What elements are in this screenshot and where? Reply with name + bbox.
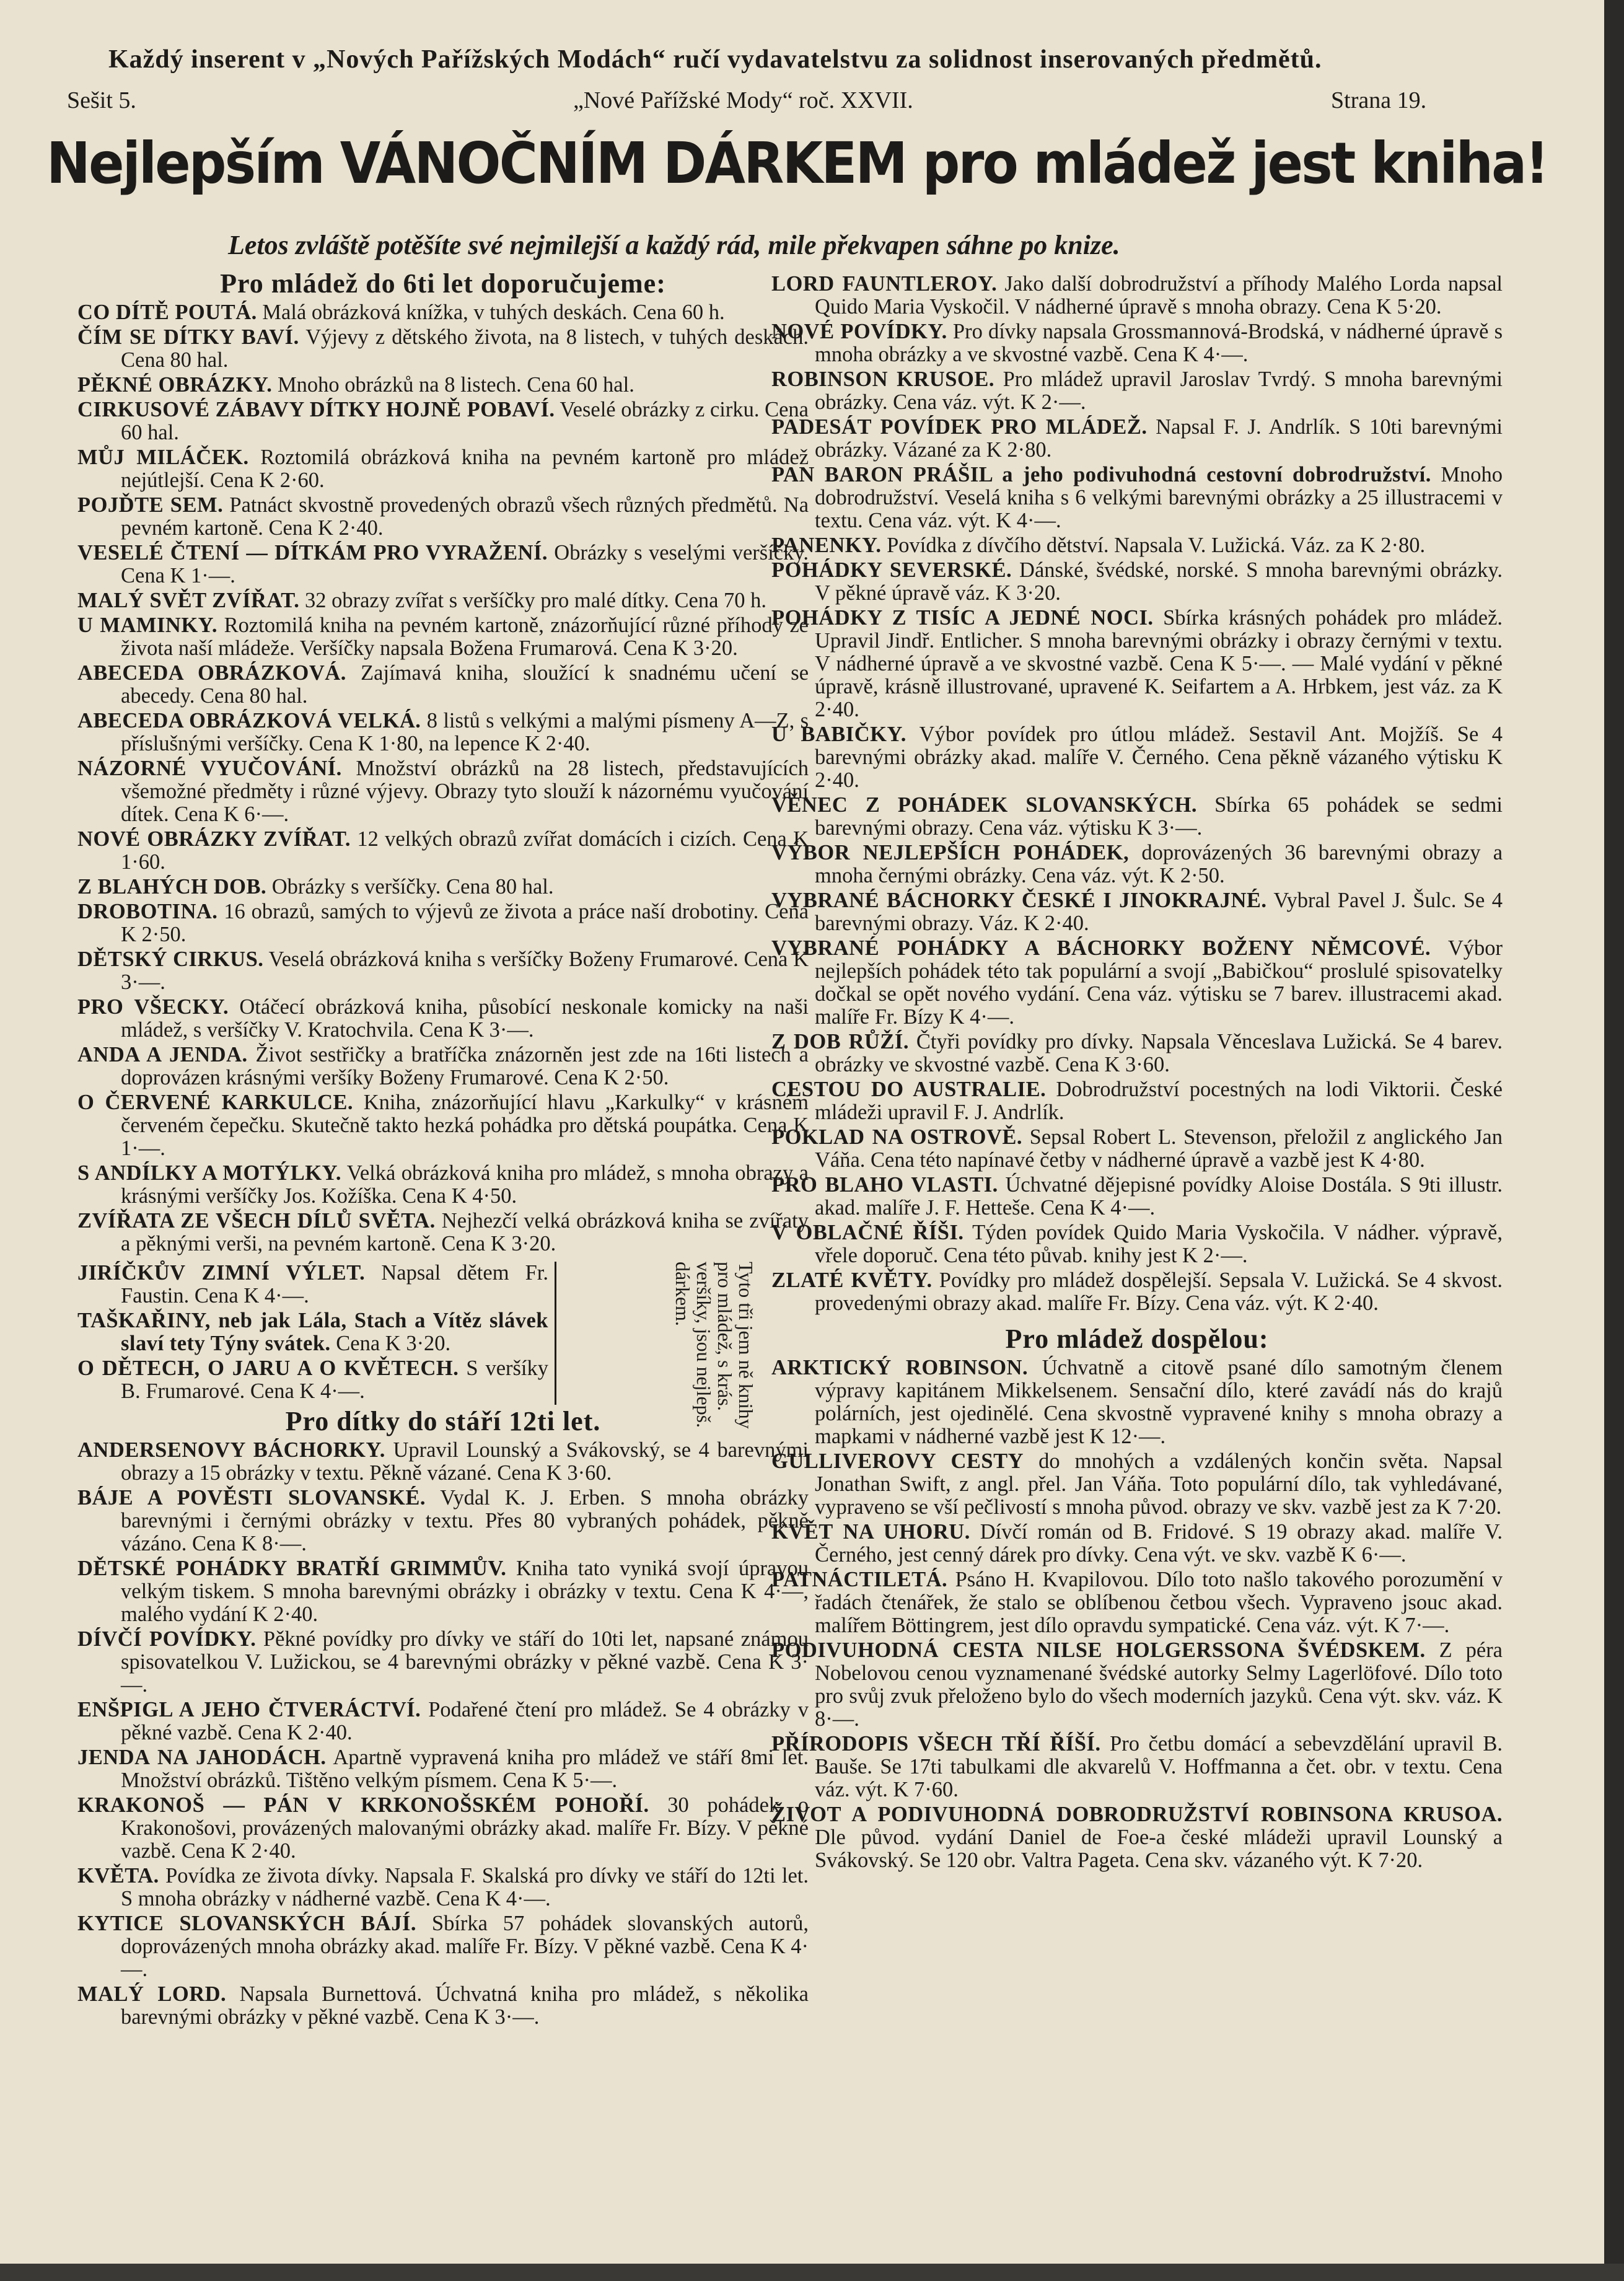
book-entry [771, 842, 1503, 887]
book-entry [771, 464, 1503, 532]
book-entry [771, 534, 1503, 557]
book-description: Povídky pro mládež dospělejší. Sepsala V. Lužická. Se 4 skvost. provedenými obrazy akad. malíře Fr. Bízy. Cena váz. výt. K 2·40. [815, 1268, 1503, 1315]
book-entry [77, 710, 809, 755]
bracket-note-text: Tyto tři jem ně knihy pro mládež, s krás. veršíky, jsou nejlepš. dárkem. [672, 1262, 757, 1429]
book-entry [77, 1557, 809, 1626]
issue-number: Sešit 5. [67, 87, 136, 113]
book-list-bracketed [77, 1262, 548, 1405]
book-description: doprovázených 36 barevnými obrazy a mnoha černými obrázky. Cena váz. výt. K 2·50. [815, 841, 1503, 887]
book-description: Napsal F. J. Andrlík. S 10ti barevnými obrázky. Vázané za K 2·80. [815, 415, 1503, 462]
book-entry [771, 1356, 1503, 1448]
book-description: 12 velkých obrazů zvířat domácích i cizích. Cena K 1·60. [121, 827, 809, 874]
book-description: Dánské, švédské, norské. S mnoha barevnými obrázky. V pěkné úpravě váz. K 3·20. [815, 558, 1503, 605]
book-title: CESTOU DO AUSTRALIE. [771, 1078, 1047, 1101]
book-entry [77, 542, 809, 587]
book-entry [77, 589, 809, 612]
book-entry [771, 320, 1503, 366]
book-title: NÁZORNÉ VYUČOVÁNÍ. [77, 757, 342, 780]
book-description: Úchvatné dějepisné povídky Aloise Dostála. S 9ti illustr. akad. malíře J. F. Hetteše. Cena K 4·—. [815, 1173, 1503, 1220]
book-title: MŮJ MILÁČEK. [77, 446, 249, 469]
book-entry [771, 1269, 1503, 1315]
book-description: Pro četbu domácí a sebevzdělání upravil B. Bauše. Se 17ti tabulkami dle akvarelů V. Hoffmanna a čet. obr. v textu. Cena váz. výt. K 7·60. [815, 1732, 1503, 1801]
book-description: Život sestřičky a bratříčka znázorněn jest zde na 16ti listech a doprovázen krásnými veršíky Boženy Frumarové. Cena K 2·50. [121, 1043, 809, 1089]
book-description: Apartně vypravená kniha pro mládež ve stáří 8mi let. Množství obrázků. Tištěno velkým písmem. Cena K 5·—. [121, 1746, 809, 1792]
book-entry [77, 1210, 809, 1255]
section-title-adult: Pro mládež dospělou: [1005, 1324, 1269, 1354]
book-entry [771, 607, 1503, 721]
book-description: Veselé obrázky z cirku. Cena 60 hal. [121, 398, 809, 444]
book-entry [77, 1309, 548, 1355]
book-entry [771, 937, 1503, 1029]
book-title: GULLIVEROVY CESTY [771, 1449, 1024, 1473]
section-title-under12: Pro dítky do stáří 12ti let. [285, 1406, 601, 1436]
book-title: U BABIČKY. [771, 723, 906, 746]
book-title: CO DÍTĚ POUTÁ. [77, 301, 257, 324]
subheadline: Letos zvláště potěšíte své nejmilejší a každý rád, mile překvapen sáhne po knize. [228, 230, 1120, 260]
section-title-under6: Pro mládež do 6ti let doporučujeme: [220, 268, 666, 299]
book-description: Z péra Nobelovou cenou vyznamenané švédské autorky Selmy Lagerlöfové. Dílo toto pro svůj zvuk přeloženo bylo do všech moderních jazyků. Cena výt. skv. váz. K 8·—. [815, 1638, 1503, 1731]
book-entry [77, 1162, 809, 1208]
book-description: S veršíky B. Frumarové. Cena K 4·—. [121, 1356, 549, 1403]
book-list-under6 [77, 301, 809, 1255]
book-entry [771, 1126, 1503, 1172]
book-description: Roztomilá kniha na pevném kartoně, znázorňující různé příhody ze života naší mládeže. Veršíčky napsala Božena Frumarová. Cena K 3·20. [121, 613, 809, 660]
book-description: Upravil Lounský a Svákovský, se 4 barevnými obrazy a 15 obrázky v textu. Pěkně vázané. Cena K 3·60. [121, 1438, 809, 1485]
book-entry [771, 1450, 1503, 1519]
book-description: Sbírka 65 pohádek se sedmi barevnými obrazy. Cena váz. výtisku K 3·—. [815, 793, 1503, 840]
book-title: CIRKUSOVÉ ZÁBAVY DÍTKY HOJNĚ POBAVÍ. [77, 398, 555, 421]
book-entry [77, 1628, 809, 1697]
book-entry [771, 1568, 1503, 1637]
book-description: Podařené čtení pro mládež. Se 4 obrázky v pěkné vazbě. Cena K 2·40. [121, 1698, 809, 1744]
book-entry [77, 446, 809, 492]
book-entry [771, 1803, 1503, 1872]
book-entry [771, 416, 1503, 462]
book-title: PATNÁCTILETÁ. [771, 1568, 948, 1591]
book-description: Sbírka 57 pohádek slovanských autorů, doprovázených mnoha obrázky akad. malíře Fr. Bízy. V pěkné vazbě. Cena K 4·—. [121, 1912, 809, 1981]
book-entry [77, 876, 809, 899]
book-title: DĚTSKÉ POHÁDKY BRATŘÍ GRIMMŮV. [77, 1557, 507, 1580]
book-description: Výjevy z dětského života, na 8 listech, v tuhých deskách. Cena 80 hal. [121, 325, 809, 372]
book-title: PRO VŠECKY. [77, 995, 229, 1019]
book-title: ENŠPIGL A JEHO ČTVERÁCTVÍ. [77, 1698, 421, 1721]
book-entry [77, 1091, 809, 1160]
book-entry [771, 273, 1503, 319]
book-title: VĚNEC Z POHÁDEK SLOVANSKÝCH. [771, 793, 1198, 817]
book-title: LORD FAUNTLEROY. [771, 272, 998, 296]
book-description: Vydal K. J. Erben. S mnoha obrázky barevnými i černými obrázky v textu. Přes 80 vybraných pohádek, pěkně vázáno. Cena K 8·—. [121, 1486, 809, 1555]
book-entry [77, 614, 809, 660]
advertiser-notice: Každý inserent v „Nových Pařížských Modách“ ručí vydavatelstvu za solidnost inserovaných předmětů. [108, 45, 1322, 74]
book-description: Sepsal Robert L. Stevenson, přeložil z anglického Jan Váňa. Cena této napínavé četby v nádherné úpravě a vazbě jest K 4·80. [815, 1125, 1503, 1172]
book-title: PANENKY. [771, 534, 882, 557]
book-entry [771, 794, 1503, 840]
book-title: PADESÁT POVÍDEK PRO MLÁDEŽ. [771, 415, 1148, 439]
book-description: Dobrodružství pocestných na lodi Viktorii. České mládeži upravil F. J. Andrlík. [815, 1078, 1503, 1124]
book-entry [77, 828, 809, 874]
book-entry [771, 559, 1503, 605]
book-title: KYTICE SLOVANSKÝCH BÁJÍ. [77, 1912, 417, 1935]
journal-title: „Nové Pařížské Mody“ roč. XXVII. [573, 87, 913, 113]
book-title: DROBOTINA. [77, 900, 218, 923]
book-description: Roztomilá obrázková kniha na pevném kartoně pro mládež nejútlejší. Cena K 2·60. [121, 446, 809, 492]
book-entry [77, 374, 809, 397]
book-title: ZLATÉ KVĚTY. [771, 1268, 933, 1292]
left-column [77, 270, 809, 2031]
book-entry [77, 1746, 809, 1792]
book-list-under12 [77, 1439, 809, 2029]
book-title: MALÝ SVĚT ZVÍŘAT. [77, 589, 300, 612]
book-title: ANDA A JENDA. [77, 1043, 248, 1066]
book-description: 16 obrazů, samých to výjevů ze života a práce naší drobotiny. Cena K 2·50. [121, 900, 809, 946]
book-description: Úchvatně a citově psané dílo samotným členem výpravy kapitánem Mikkelsenem. Sensační dílo, které zavádí nás do krajů polárních, jest ojedinělé. Cena skvostně vypravené knihy s mnoha obrazy a mapkami v nádherné vazbě jest K 12·—. [815, 1356, 1503, 1448]
book-description: 30 pohádek o Krakonošovi, provázených malovanými obrázky akad. malíře Fr. Bízy. V pěkné vazbě. Cena K 2·40. [121, 1793, 809, 1863]
book-description: Dle původ. vydání Daniel de Foe-a české mládeži upravil Lounský a Svákovský. Se 120 obr. Valtra Pageta. Cena skv. vázaného výt. K 7·20. [815, 1826, 1503, 1872]
book-entry [77, 1357, 548, 1403]
book-entry [77, 1699, 809, 1744]
book-title: ŽIVOT A PODIVUHODNÁ DOBRODRUŽSTVÍ ROBINSONA KRUSOA. [771, 1803, 1503, 1826]
book-title: DÍVČÍ POVÍDKY. [77, 1627, 257, 1651]
book-title: PĚKNÉ OBRÁZKY. [77, 373, 273, 397]
book-title: Z BLAHÝCH DOB. [77, 875, 267, 899]
book-description: Pro mládež upravil Jaroslav Tvrdý. S mnoha barevnými obrázky. Cena váz. výt. K 2·—. [815, 367, 1503, 414]
book-description: Obrázky s veselými veršíčky. Cena K 1·—. [121, 541, 809, 587]
book-description: Zajímavá kniha, sloužící k snadnému učení se abecedy. Cena 80 hal. [121, 661, 809, 708]
book-description: 32 obrazy zvířat s veršíčky pro malé dítky. Cena 70 h. [304, 589, 767, 612]
book-entry [77, 494, 809, 540]
book-entry [771, 1521, 1503, 1567]
book-description: Otáčecí obrázková kniha, působící neskonale komicky na naši mládež, s veršíčky V. Kratochvila. Cena K 3·—. [121, 995, 809, 1042]
book-description: Mnoho obrázků na 8 listech. Cena 60 hal. [278, 373, 634, 397]
book-entry [77, 662, 809, 708]
book-title: NOVÉ POVÍDKY. [771, 320, 947, 343]
book-description: do mnohých a vzdálených končin světa. Napsal Jonathan Swift, z angl. přel. Jan Váňa. Toto populární dílo, tak vyhledávané, vypraveno se vší pečlivostí s mnoha původ. obrazy ve skv. vazbě jest za K 7·20. [815, 1449, 1503, 1519]
book-entry [77, 996, 809, 1042]
book-entry [77, 398, 809, 444]
book-title: POKLAD NA OSTROVĚ. [771, 1125, 1023, 1149]
book-title: POHÁDKY SEVERSKÉ. [771, 558, 1012, 582]
book-title: NOVÉ OBRÁZKY ZVÍŘAT. [77, 827, 351, 851]
page-edge-shadow [1604, 0, 1624, 2281]
book-title: VYBRANÉ POHÁDKY A BÁCHORKY BOŽENY NĚMCOVÉ. [771, 936, 1431, 960]
book-description: Množství obrázků na 28 listech, představujících všemožné předměty i různé výjevy. Obrazy tyto slouží k názornému vyučování dítek. Cena K 6·—. [121, 757, 809, 826]
book-entry [77, 900, 809, 946]
book-description: Výbor povídek pro útlou mládež. Sestavil Ant. Mojžíš. Se 4 barevnými obrázky akad. malíře V. Černého. Cena pěkně vázaného výtisku K 2·40. [815, 723, 1503, 792]
book-entry [77, 1044, 809, 1089]
book-description: Napsala Burnettová. Úchvatná kniha pro mládež, s několika barevnými obrázky v pěkné vazbě. Cena K 3·—. [121, 1982, 809, 2029]
book-title: VYBRANÉ BÁCHORKY ČESKÉ I JINOKRAJNÉ. [771, 889, 1267, 912]
right-column [771, 273, 1503, 1874]
book-description: Pro dívky napsala Grossmannová-Brodská, v nádherné úpravě s mnoha obrázky a ve skvostné vazbě. Cena K 4·—. [815, 320, 1503, 366]
book-entry [771, 1078, 1503, 1124]
book-title: BÁJE A POVĚSTI SLOVANSKÉ. [77, 1486, 426, 1510]
book-title: ABECEDA OBRÁZKOVÁ VELKÁ. [77, 709, 421, 732]
book-description: Povídka ze života dívky. Napsala F. Skalská pro dívky ve stáří do 12ti let. S mnoha obrázky v nádherné vazbě. Cena K 4·—. [121, 1864, 809, 1910]
book-title: S ANDÍLKY A MOTÝLKY. [77, 1161, 341, 1185]
book-description: Velká obrázková kniha pro mládež, s mnoha obrazy a krásnými veršíčky Jos. Kožíška. Cena K 4·50. [121, 1161, 809, 1208]
book-title: ABECEDA OBRÁZKOVÁ. [77, 661, 346, 685]
bracket-line [555, 1262, 560, 1405]
book-title: O DĚTECH, O JARU A O KVĚTECH. [77, 1356, 459, 1380]
book-entry [77, 1794, 809, 1863]
book-description: Obrázky s veršíčky. Cena 80 hal. [271, 875, 554, 899]
book-description: Kniha, znázorňující hlavu „Karkulky“ v krásném červeném čepečku. Skutečně takto hezká pohádka pro dětská poupátka. Cena K 1·—. [121, 1091, 809, 1160]
book-entry [771, 1031, 1503, 1076]
book-description: Cena K 3·20. [336, 1332, 451, 1355]
book-entry [77, 1487, 809, 1555]
bracket-note [574, 1262, 757, 1429]
book-entry [771, 889, 1503, 935]
book-title: JENDA NA JAHODÁCH. [77, 1746, 327, 1769]
book-entry [771, 1733, 1503, 1801]
book-title: KVĚTA. [77, 1864, 159, 1888]
book-title: KRAKONOŠ — PÁN V KRKONOŠSKÉM POHOŘÍ. [77, 1793, 649, 1817]
book-entry [77, 757, 809, 826]
book-description: 8 listů s velkými a malými písmeny A—Z, s příslušnými veršíčky. Cena K 1·80, na lepence K 2·40. [121, 709, 809, 755]
book-title: PODIVUHODNÁ CESTA NILSE HOLGERSSONA ŠVÉDSKEM. [771, 1638, 1426, 1662]
book-list-under12-continued [771, 273, 1503, 1315]
page-bottom-shadow [0, 2264, 1624, 2281]
book-description: Povídka z dívčího dětství. Napsala V. Lužická. Váz. za K 2·80. [887, 534, 1426, 557]
book-title: PRO BLAHO VLASTI. [771, 1173, 998, 1197]
book-description: Sbírka krásných pohádek pro mládež. Upravil Jindř. Entlicher. S mnoha barevnými obrázky i obrazy černými v textu. V nádherné úpravě a ve skvostné vazbě. Cena K 5·—. — Malé vydání v pěkné úpravě, krásně illustrované, upravené K. Seifartem a A. Hrbkem, jest váz. za K 2·40. [815, 606, 1503, 721]
book-title: TAŠKAŘINY, neb jak Lála, Stach a Vítěz slávek slaví tety Týny svátek. [77, 1309, 548, 1355]
book-description: Psáno H. Kvapilovou. Dílo toto našlo takového porozumění v řadách čtenářek, že stalo se oblíbenou četbou všech. Vypraveno jsouc akad. malířem Böttingrem, jest dílo opravdu sympatické. Cena váz. výt. K 7·—. [815, 1568, 1503, 1637]
book-title: PŘÍRODOPIS VŠECH TŘÍ ŘÍŠÍ. [771, 1732, 1101, 1756]
book-title: VÝBOR NEJLEPŠÍCH POHÁDEK, [771, 841, 1130, 864]
book-description: Kniha tato vyniká svojí úpravou velkým tiskem. S mnoha barevnými obrázky i obrázky v textu. Cena K 4·—, malého vydání K 2·40. [121, 1557, 809, 1626]
book-title: O ČERVENÉ KARKULCE. [77, 1091, 354, 1114]
book-description: Výbor nejlepších pohádek této tak populární a svojí „Babičkou“ proslulé spisovatelky dočkal se opět nového vydání. Cena váz. výtisku se 7 barev. illustracemi akad. malíře Fr. Bízy K 4·—. [815, 936, 1503, 1029]
book-title: KVĚT NA UHORU. [771, 1520, 970, 1544]
book-title: PAN BARON PRÁŠIL a jeho podivuhodná cestovní dobrodružství. [771, 463, 1431, 486]
book-title: ANDERSENOVY BÁCHORKY. [77, 1438, 385, 1462]
book-title: POJĎTE SEM. [77, 493, 224, 517]
book-description: Jako další dobrodružství a příhody Malého Lorda napsal Quido Maria Vyskočil. V nádherné úpravě s mnoha obrazy. Cena K 5·20. [815, 272, 1503, 319]
book-entry [77, 1262, 548, 1308]
book-title: DĚTSKÝ CIRKUS. [77, 947, 264, 971]
book-entry [771, 1639, 1503, 1731]
book-entry [771, 1174, 1503, 1220]
book-description: Dívčí román od B. Fridové. S 19 obrazy akad. malíře V. Černého, jest cenný dárek pro dívky. Cena výt. ve skv. vazbě K 6·—. [815, 1520, 1503, 1567]
page-number: Strana 19. [1331, 87, 1427, 113]
book-list-adult [771, 1356, 1503, 1872]
book-title: JIRÍČKŮV ZIMNÍ VÝLET. [77, 1261, 366, 1285]
book-entry [77, 1865, 809, 1910]
book-title: ČÍM SE DÍTKY BAVÍ. [77, 325, 299, 349]
book-title: U MAMINKY. [77, 613, 218, 637]
book-title: Z DOB RŮŽÍ. [771, 1030, 909, 1053]
book-entry [77, 1983, 809, 2029]
book-entry [771, 368, 1503, 414]
book-entry [77, 326, 809, 372]
book-entry [77, 301, 809, 324]
book-title: V OBLAČNÉ ŘÍŠI. [771, 1221, 964, 1244]
book-entry [771, 1221, 1503, 1267]
book-title: VESELÉ ČTENÍ — DÍTKÁM PRO VYRAŽENÍ. [77, 541, 548, 565]
book-description: Čtyři povídky pro dívky. Napsala Věnceslava Lužická. Se 4 barev. obrázky ve skvostné vazbě. Cena K 3·60. [815, 1030, 1503, 1076]
book-entry [77, 948, 809, 994]
book-description: Napsal dětem Fr. Faustin. Cena K 4·—. [121, 1261, 549, 1308]
book-description: Pěkné povídky pro dívky ve stáří do 10ti let, napsané známou spisovatelkou V. Lužickou, se 4 barevnými obrázky v pěkné vazbě. Cena K 3·—. [121, 1627, 809, 1697]
headline: Nejlepším VÁNOČNÍM DÁRKEM pro mládež jest kniha! [46, 130, 1548, 196]
book-description: Patnáct skvostně provedených obrazů všech různých předmětů. Na pevném kartoně. Cena K 2·40. [121, 493, 809, 540]
book-description: Týden povídek Quido Maria Vyskočila. V nádher. výpravě, vřele doporuč. Cena této půvab. knihy jest K 2·—. [815, 1221, 1503, 1267]
book-entry [771, 723, 1503, 792]
book-title: POHÁDKY Z TISÍC A JEDNÉ NOCI. [771, 606, 1154, 630]
book-description: Malá obrázková knížka, v tuhých deskách. Cena 60 h. [262, 301, 725, 324]
book-description: Mnoho dobrodružství. Veselá kniha s 6 velkými barevnými obrázky a 25 illustracemi v textu. Cena váz. výt. K 4·—. [815, 463, 1503, 532]
book-description: Vybral Pavel J. Šulc. Se 4 barevnými obrazy. Váz. K 2·40. [815, 889, 1503, 935]
book-title: ROBINSON KRUSOE. [771, 367, 994, 391]
book-title: ZVÍŘATA ZE VŠECH DÍLŮ SVĚTA. [77, 1209, 436, 1233]
book-title: ARKTICKÝ ROBINSON. [771, 1356, 1029, 1379]
book-description: Veselá obrázková kniha s veršíčky Boženy Frumarové. Cena K 3·—. [121, 947, 809, 994]
book-entry [77, 1912, 809, 1981]
book-description: Nejhezčí velká obrázková kniha se zvířaty a pěknými verši, na pevném kartoně. Cena K 3·20. [121, 1209, 809, 1255]
book-title: MALÝ LORD. [77, 1982, 227, 2006]
